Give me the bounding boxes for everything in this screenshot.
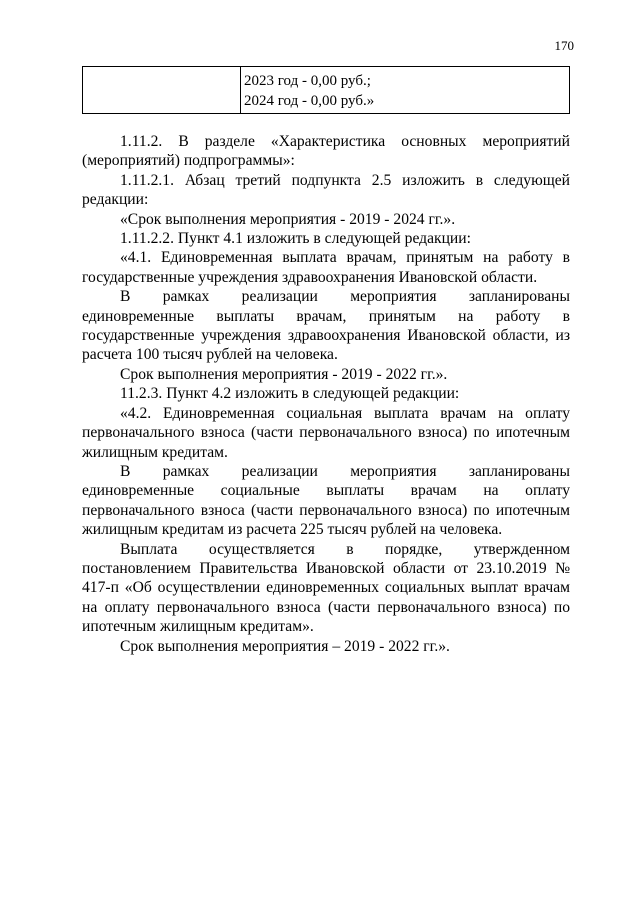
paragraph-section-heading: 1.11.2. В разделе «Характеристика основных мероприятий (мероприятий) подпрограммы»: xyxy=(82,133,570,170)
funding-line-2023: 2023 год - 0,00 руб.; xyxy=(244,73,371,89)
table-row xyxy=(83,67,570,114)
paragraph-point-4-1-description: В рамках реализации мероприятия запланированы единовременные выплаты врачам, принятым на работу в государственные учреждения здравоохранения Ивановской области, из расчета 100 тысяч рублей на человека. xyxy=(82,288,570,364)
paragraph-point-4-1: «4.1. Единовременная выплата врачам, принятым на работу в государственные учреждения здравоохранения Ивановской области. xyxy=(82,249,570,286)
page-number: 170 xyxy=(554,38,574,53)
paragraph-item-11-2-3: 11.2.3. Пункт 4.2 изложить в следующей редакции: xyxy=(120,385,460,403)
paragraph-point-4-2-description: В рамках реализации мероприятия запланированы единовременные социальные выплаты врачам на оплату первоначального взноса (части первоначального взноса) по ипотечным жилищным кредитам из расчета 225 тысяч рублей на человека. xyxy=(82,462,570,539)
paragraph-deadline-2022-a: Срок выполнения мероприятия - 2019 - 2022 гг.». xyxy=(120,365,448,383)
paragraph-payment-procedure: Выплата осуществляется в порядке, утвержденном постановлением Правительства Ивановской области от 23.10.2019 № 417-п «Об осуществлении единовременных социальных выплат врачам на оплату первоначального взноса (части первоначального взноса) по ипотечным жилищным кредитам». xyxy=(82,540,570,636)
paragraph-item-1-11-2-2: 1.11.2.2. Пункт 4.1 изложить в следующей редакции: xyxy=(120,230,471,248)
document-body xyxy=(82,132,570,656)
funding-table xyxy=(82,66,570,114)
paragraph-point-4-2: «4.2. Единовременная социальная выплата врачам на оплату первоначального взноса (части первоначального взноса) по ипотечным жилищным кредитам. xyxy=(82,404,570,461)
table-cell-funding xyxy=(241,67,570,114)
paragraph-deadline-2024: «Срок выполнения мероприятия - 2019 - 2024 гг.». xyxy=(120,210,456,228)
paragraph-item-1-11-2-1: 1.11.2.1. Абзац третий подпункта 2.5 изложить в следующей редакции: xyxy=(82,171,570,209)
funding-line-2024: 2024 год - 0,00 руб.» xyxy=(244,93,375,109)
paragraph-deadline-2022-b: Срок выполнения мероприятия – 2019 - 2022 гг.». xyxy=(120,637,450,655)
table-cell-empty xyxy=(83,67,241,114)
